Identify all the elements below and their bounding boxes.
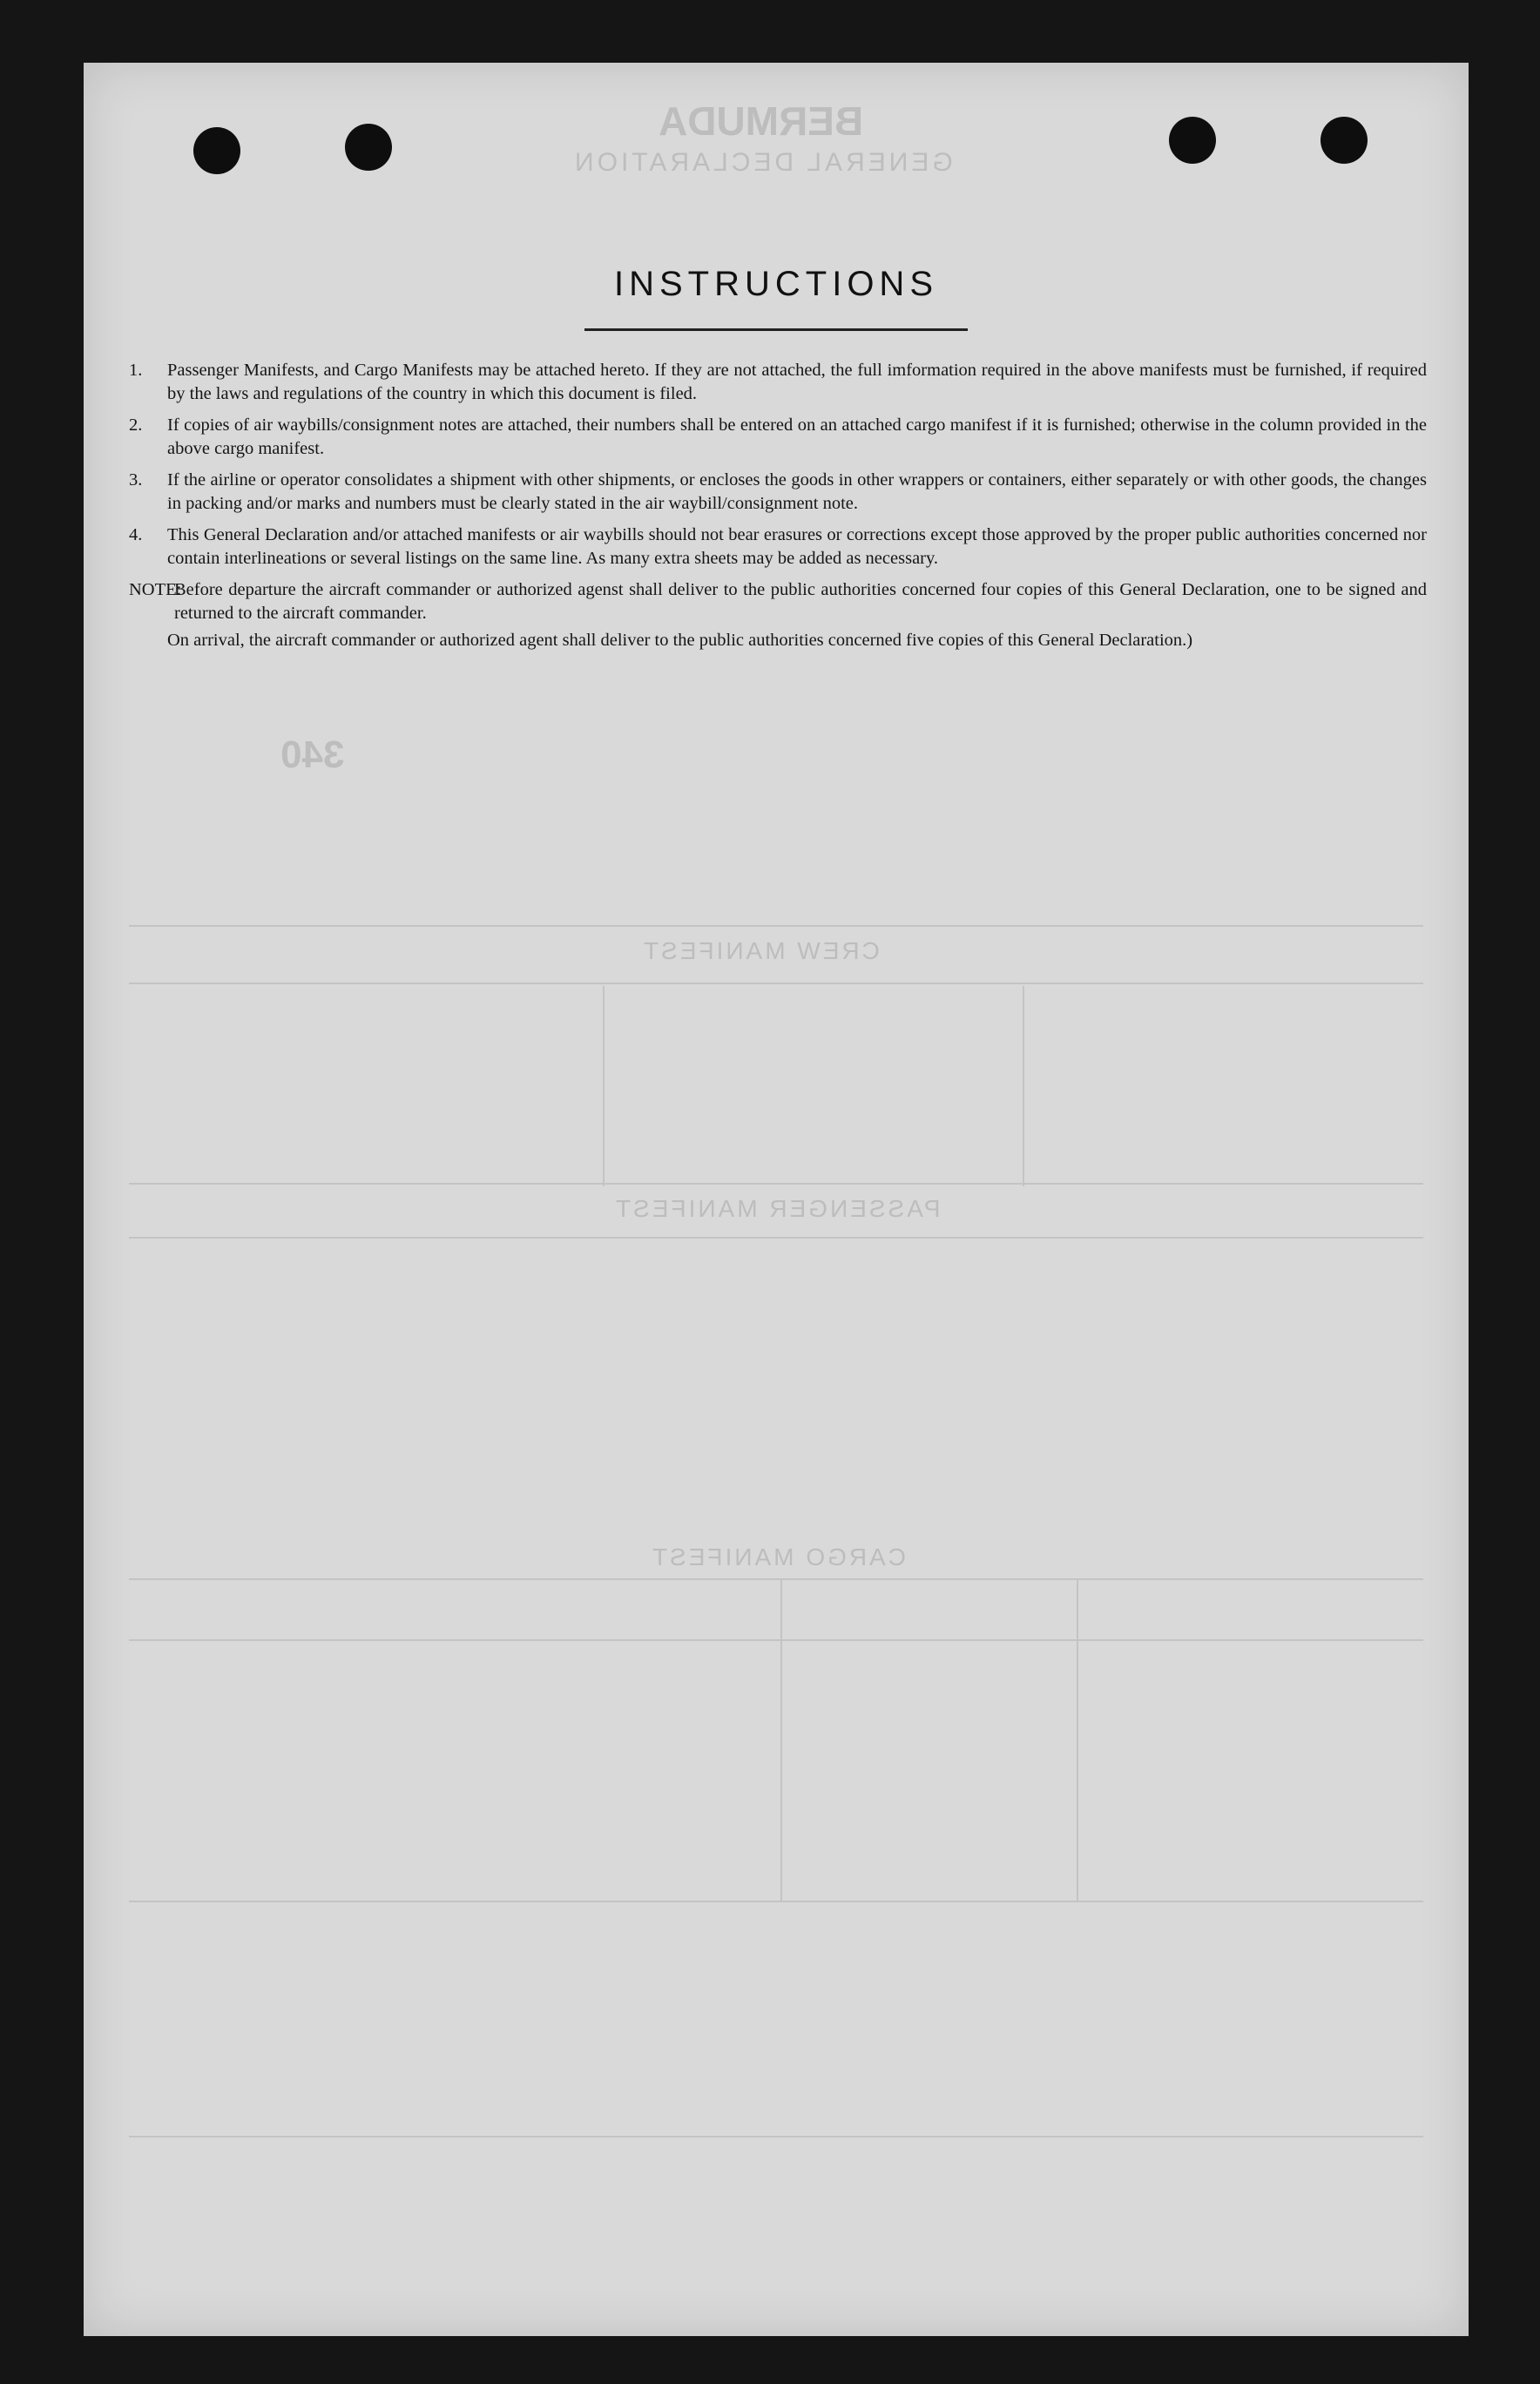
instruction-item-2 [129,414,1427,461]
show-through-rule [129,983,1423,984]
punch-hole-2 [345,124,392,171]
note-arrival-text: On arrival, the aircraft commander or authorized agent shall deliver to the public authorities concerned five copies of this General Declaration.) [167,631,1193,650]
show-through-rule [129,925,1423,927]
instruction-number: 3. [129,470,143,490]
instruction-text: If the airline or operator consolidates a shipment with other shipments, or encloses the goods in other wrappers or containers, either separately or with other goods, the changes in packing and/or marks and numbers must be clearly stated in the air waybill/consignment note. [167,470,1427,513]
document-page [84,63,1469,2336]
punch-hole-1 [193,127,240,174]
show-through-header: BERMUDA [659,98,864,144]
show-through-crew: CREW MANIFEST [641,937,880,964]
note-label: NOTE: [129,580,182,599]
instruction-number: 1. [129,361,143,380]
show-through-rule [129,1183,1423,1185]
instruction-number: 2. [129,415,143,435]
note-block [129,578,1427,652]
show-through-rule [129,1901,1423,1902]
instruction-text: This General Declaration and/or attached manifests or air waybills should not bear erasures or corrections except those approved by the proper public authorities concerned nor contain interlineations or several listings on the same line. As many extra sheets may be added as necessary. [167,525,1427,568]
punch-hole-4 [1320,117,1368,164]
show-through-rule [129,1639,1423,1641]
show-through-passenger: PASSENGER MANIFEST [613,1195,941,1222]
title-underline [584,328,968,331]
show-through-rule [129,1578,1423,1580]
instructions-list [129,359,1427,652]
show-through-cargo: CARGO MANIFEST [650,1543,907,1570]
punch-hole-3 [1169,117,1216,164]
show-through-rule [129,2136,1423,2137]
page-title: INSTRUCTIONS [614,265,938,303]
instruction-text: If copies of air waybills/consignment notes are attached, their numbers shall be entered on an attached cargo manifest if it is furnished; otherwise in the column provided in the above cargo manifest. [167,415,1427,458]
show-through-column [1023,986,1024,1186]
instruction-item-1 [129,359,1427,406]
show-through-subheader: GENERAL DECLARATION [571,148,953,177]
instruction-item-3 [129,469,1427,516]
show-through-column [780,1578,782,1901]
instruction-text: Passenger Manifests, and Cargo Manifests may be attached hereto. If they are not attached, the full imformation required in the above manifests must be furnished, if required by the laws and regulations of the country in which this document is filed. [167,361,1427,403]
show-through-number: 340 [280,733,345,776]
instruction-item-4 [129,523,1427,571]
show-through-rule [129,1237,1423,1239]
show-through-column [1077,1578,1078,1901]
note-departure-text: Before departure the aircraft commander or authorized agenst shall deliver to the public authorities concerned four copies of this General Declaration, one to be signed and returned to the aircraft commander. [174,580,1427,623]
show-through-column [603,986,605,1186]
instruction-number: 4. [129,525,143,544]
